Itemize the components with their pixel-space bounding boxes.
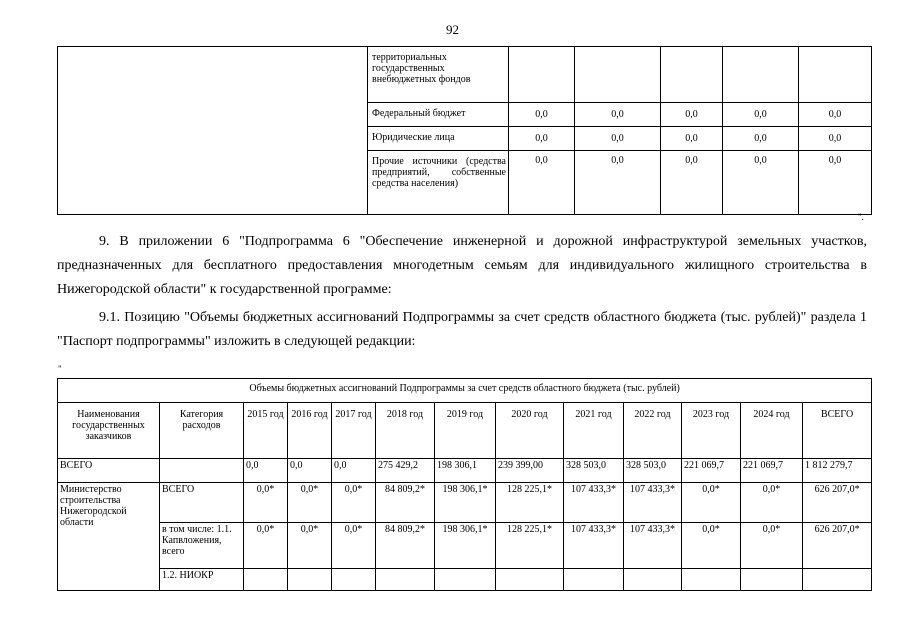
- value-cell: 198 306,1*: [435, 523, 496, 569]
- row-label: Федеральный бюджет: [368, 103, 509, 127]
- value-cell: [435, 569, 496, 591]
- value-cell: [575, 47, 661, 103]
- column-header: 2015 год: [244, 403, 288, 459]
- value-cell: 0,0*: [244, 523, 288, 569]
- column-header: 2019 год: [435, 403, 496, 459]
- value-cell: [803, 569, 872, 591]
- customer-name: Министерство строительства Нижегородской области: [58, 483, 160, 591]
- value-cell: 1 812 279,7: [803, 459, 872, 483]
- value-cell: 0,0: [575, 103, 661, 127]
- value-cell: 0,0: [661, 151, 723, 215]
- value-cell: 0,0: [288, 459, 332, 483]
- value-cell: [288, 569, 332, 591]
- value-cell: [682, 569, 741, 591]
- value-cell: 0,0: [723, 151, 799, 215]
- category-cell: ВСЕГО: [160, 483, 244, 523]
- column-header: Категория расходов: [160, 403, 244, 459]
- value-cell: 0,0: [661, 103, 723, 127]
- paragraph-9-1: 9.1. Позицию "Объемы бюджетных ассигнований Подпрограммы за счет средств областного бюджета (тыс. рублей)" раздела 1 "Паспорт подпрограммы" изложить в следующей редакции:: [57, 310, 867, 349]
- category-cell: в том числе: 1.1. Капвложения, всего: [160, 523, 244, 569]
- empty-cell: [160, 459, 244, 483]
- funding-sources-table: [57, 46, 872, 215]
- value-cell: 328 503,0: [564, 459, 624, 483]
- value-cell: 0,0*: [741, 523, 803, 569]
- value-cell: 0,0: [509, 151, 575, 215]
- value-cell: 221 069,7: [741, 459, 803, 483]
- row-label: ВСЕГО: [58, 459, 160, 483]
- column-header: 2020 год: [496, 403, 564, 459]
- row-label: Юридические лица: [368, 127, 509, 151]
- row-label: Прочие источники (средства предприятий, собственные средства населения): [368, 151, 509, 215]
- value-cell: [496, 569, 564, 591]
- value-cell: 0,0: [575, 151, 661, 215]
- value-cell: 107 433,3*: [624, 483, 682, 523]
- value-cell: [661, 47, 723, 103]
- value-cell: 239 399,00: [496, 459, 564, 483]
- value-cell: 0,0: [509, 103, 575, 127]
- column-header: 2017 год: [332, 403, 376, 459]
- closing-quote: ".: [858, 212, 864, 222]
- value-cell: 0,0: [244, 459, 288, 483]
- value-cell: 0,0: [799, 103, 872, 127]
- value-cell: 128 225,1*: [496, 483, 564, 523]
- value-cell: 0,0: [723, 127, 799, 151]
- total-row: [58, 459, 872, 483]
- value-cell: 0,0: [799, 151, 872, 215]
- table-header-row: [58, 403, 872, 459]
- value-cell: 107 433,3*: [564, 523, 624, 569]
- column-header: Наименования государственных заказчиков: [58, 403, 160, 459]
- column-header: 2022 год: [624, 403, 682, 459]
- opening-quote: ": [58, 364, 62, 374]
- value-cell: 0,0*: [682, 523, 741, 569]
- value-cell: 107 433,3*: [624, 523, 682, 569]
- table-row: [58, 47, 872, 103]
- value-cell: 84 809,2*: [376, 523, 435, 569]
- value-cell: 0,0*: [332, 483, 376, 523]
- value-cell: 198 306,1: [435, 459, 496, 483]
- value-cell: 84 809,2*: [376, 483, 435, 523]
- value-cell: 0,0*: [288, 523, 332, 569]
- value-cell: 0,0: [332, 459, 376, 483]
- page-number: 92: [446, 22, 459, 37]
- value-cell: 0,0*: [332, 523, 376, 569]
- value-cell: 0,0*: [244, 483, 288, 523]
- value-cell: [624, 569, 682, 591]
- table-title: Объемы бюджетных ассигнований Подпрограммы за счет средств областного бюджета (тыс. рублей): [58, 379, 872, 403]
- value-cell: [741, 569, 803, 591]
- value-cell: 626 207,0*: [803, 483, 872, 523]
- row-label: территориальных государственных внебюджетных фондов: [368, 47, 509, 103]
- value-cell: 221 069,7: [682, 459, 741, 483]
- value-cell: 0,0*: [741, 483, 803, 523]
- value-cell: [376, 569, 435, 591]
- value-cell: 626 207,0*: [803, 523, 872, 569]
- table-title-row: [58, 379, 872, 403]
- value-cell: 128 225,1*: [496, 523, 564, 569]
- column-header: 2024 год: [741, 403, 803, 459]
- column-header: ВСЕГО: [803, 403, 872, 459]
- table-row: [58, 523, 872, 569]
- value-cell: 0,0: [799, 127, 872, 151]
- column-header: 2023 год: [682, 403, 741, 459]
- value-cell: [564, 569, 624, 591]
- value-cell: 0,0*: [288, 483, 332, 523]
- value-cell: 0,0: [575, 127, 661, 151]
- value-cell: [332, 569, 376, 591]
- value-cell: 198 306,1*: [435, 483, 496, 523]
- column-header: 2016 год: [288, 403, 332, 459]
- value-cell: 0,0: [661, 127, 723, 151]
- value-cell: 275 429,2: [376, 459, 435, 483]
- paragraph-9: 9. В приложении 6 "Подпрограмма 6 "Обеспечение инженерной и дорожной инфраструктурой земельных участков, предназначенных для бесплатного предоставления многодетным семьям для индивидуального жилищного строительства в Нижегородской области" к государственной программе:: [57, 234, 867, 297]
- empty-cell: [58, 47, 368, 215]
- column-header: 2018 год: [376, 403, 435, 459]
- table-row: [58, 569, 872, 591]
- value-cell: 0,0: [509, 127, 575, 151]
- value-cell: [723, 47, 799, 103]
- value-cell: [799, 47, 872, 103]
- value-cell: [509, 47, 575, 103]
- table-row: [58, 483, 872, 523]
- budget-allocations-table: [57, 378, 872, 591]
- column-header: 2021 год: [564, 403, 624, 459]
- value-cell: 0,0: [723, 103, 799, 127]
- value-cell: 0,0*: [682, 483, 741, 523]
- value-cell: 107 433,3*: [564, 483, 624, 523]
- category-cell: 1.2. НИОКР: [160, 569, 244, 591]
- value-cell: 328 503,0: [624, 459, 682, 483]
- value-cell: [244, 569, 288, 591]
